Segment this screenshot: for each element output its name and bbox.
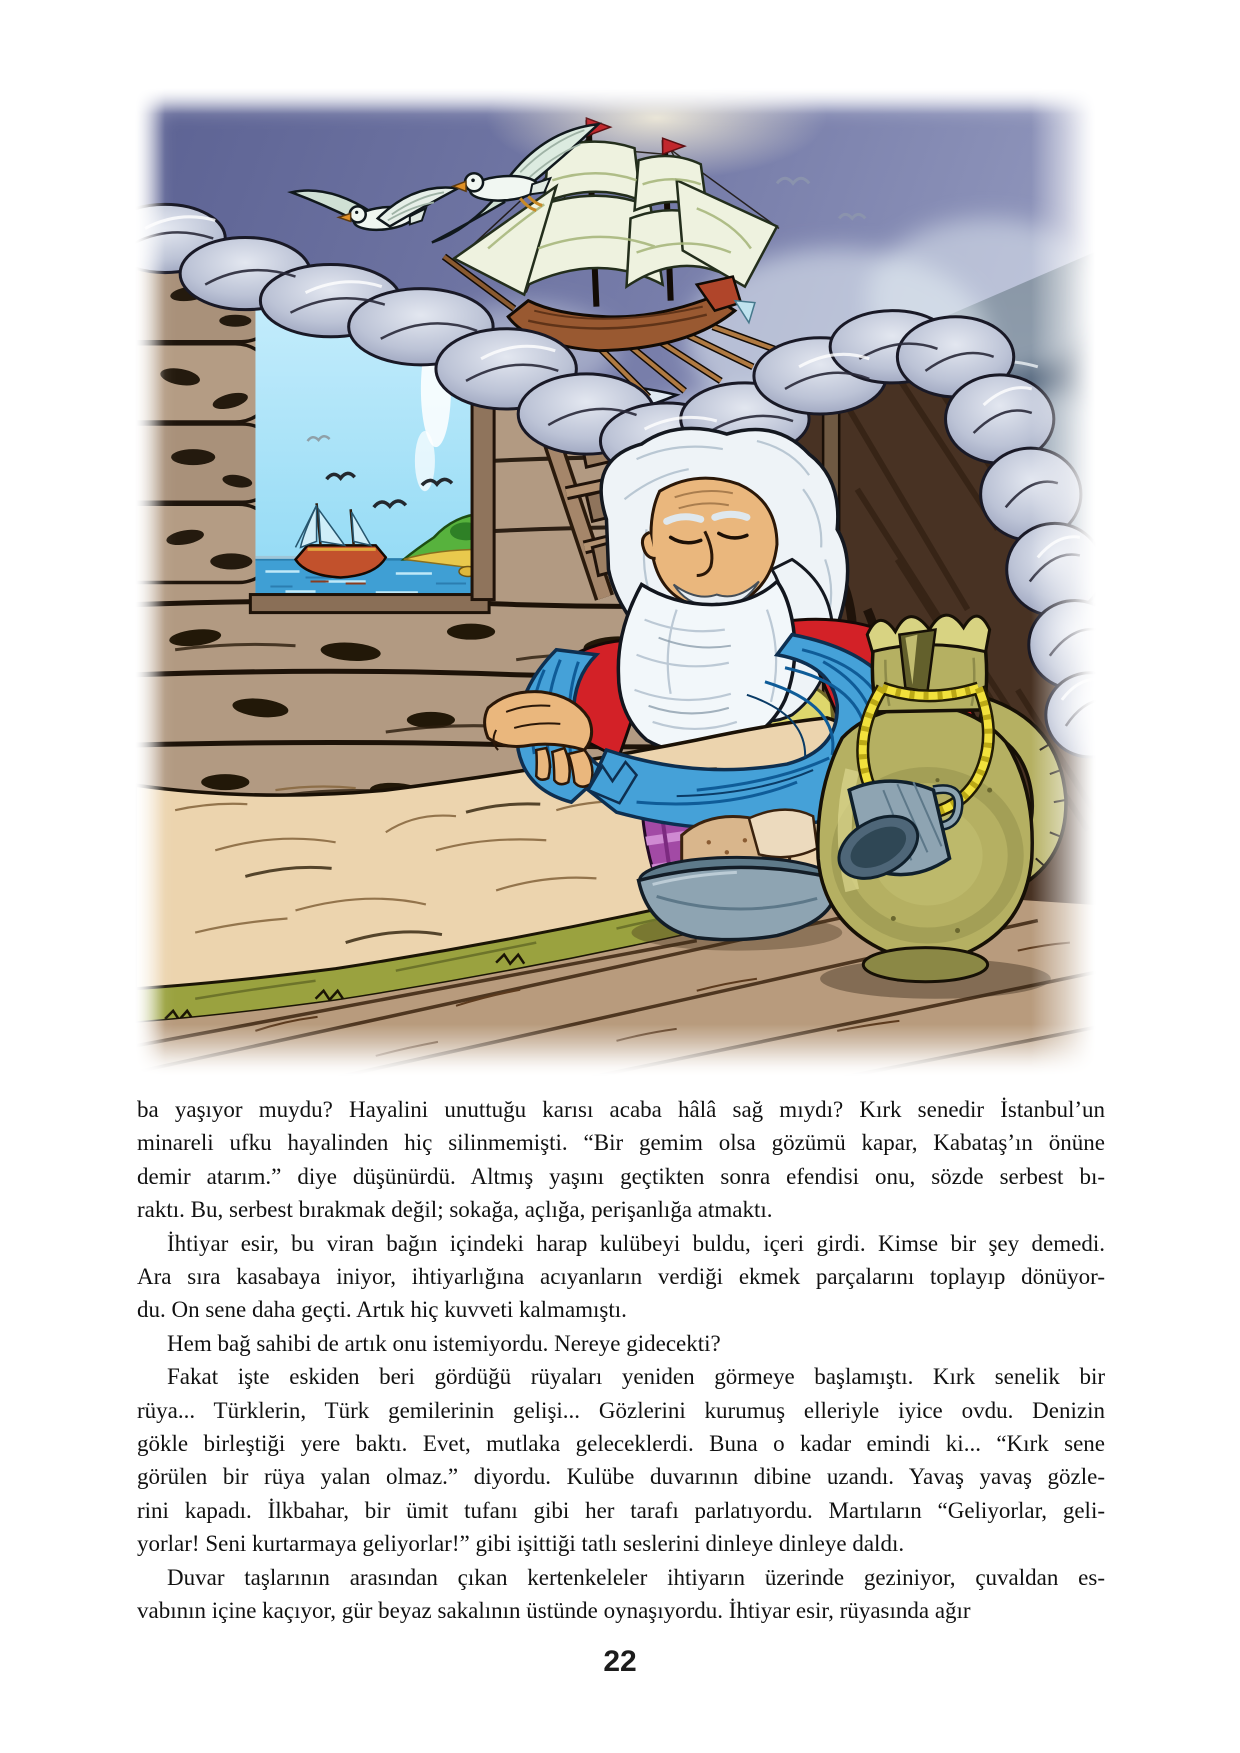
jug-base — [863, 948, 987, 982]
illustration-figure — [135, 88, 1103, 1076]
bread — [749, 810, 817, 858]
text-line: ba yaşıyor muydu? Hayalini unuttuğu karısı acaba hâlâ sağ mıydı? Kırk senedir İstanbul’un — [137, 1097, 1105, 1122]
face — [651, 478, 777, 606]
text-line: görülen bir rüya yalan olmaz.” diyordu. Kulübe duvarının dibine uzandı. Yavaş yavaş gözle- — [137, 1464, 1105, 1490]
text-line: İhtiyar esir, bu viran bağın içindeki harap kulübeyi buldu, içeri girdi. Kimse bir şey demedi. — [167, 1230, 1105, 1256]
text-line: rini kapadı. İlkbahar, bir ümit tufanı gibi her tarafı parlatıyordu. Martıların “Geliyorlar, geli- — [137, 1497, 1105, 1523]
text-line: rüya... Türklerin, Türk gemilerinin gelişi... Gözlerini kurumuş elleriyle iyice ovdu. Denizin — [137, 1397, 1105, 1423]
text-line: yorlar! Seni kurtarmaya geliyorlar!” gibi işittiği tatlı seslerini dinleye dinleye daldı. — [137, 1531, 905, 1557]
text-line: Hem bağ sahibi de artık onu istemiyordu. Nereye gidecekti? — [167, 1330, 721, 1356]
text-line: Ara sıra kasabaya iniyor, ihtiyarlığına acıyanların verdiği ekmek parçalarını toplayıp dönüyor- — [137, 1264, 1105, 1290]
text-line: demir atarım.” diye düşünürdü. Altmış yaşını geçtikten sonra efendisi onu, sözde serbest bı- — [137, 1163, 1105, 1189]
text-line: raktı. Bu, serbest bırakmak değil; sokağa, açlığa, perişanlığa atmaktı. — [137, 1197, 773, 1223]
text-line: vabının içine kaçıyor, gür beyaz sakalının üstünde oynaşıyordu. İhtiyar esir, rüyasında ağır — [137, 1598, 971, 1624]
text-line: du. On sene daha geçti. Artık hiç kuvveti kalmamıştı. — [137, 1297, 627, 1323]
illustration-svg — [135, 88, 1103, 1076]
text-line: Fakat işte eskiden beri gördüğü rüyaları yeniden görmeye başlamıştı. Kırk senelik bir — [167, 1364, 1105, 1390]
story-text — [137, 1093, 1105, 1628]
text-line: gökle birleştiği yere baktı. Evet, mutlaka geleceklerdi. Buna o kadar emindi ki... “Kırk sene — [137, 1431, 1105, 1457]
page-number: 22 — [603, 1645, 637, 1678]
text-line: Duvar taşlarının arasından çıkan kertenkeleler ihtiyarın üzerinde geziniyor, çuvaldan es- — [167, 1564, 1105, 1590]
window-sill — [250, 595, 489, 613]
text-line: minareli ufku hayalinden hiç silinmemişti. “Bir gemim olsa gözümü kapar, Kabataş’ın önüne — [137, 1130, 1105, 1156]
